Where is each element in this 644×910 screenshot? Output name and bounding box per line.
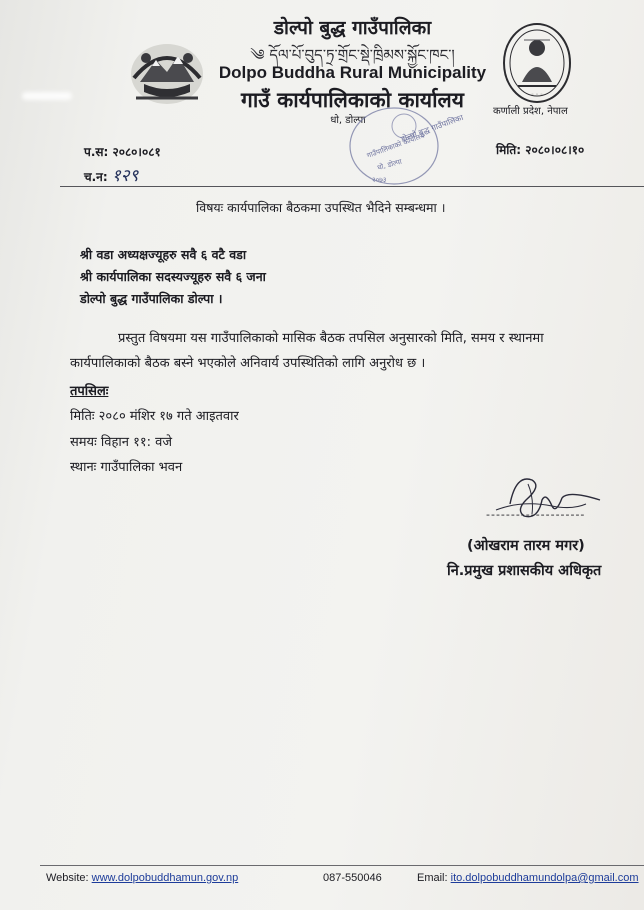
addressee-line: श्री कार्यपालिका सदस्यज्यूहरु सवै ६ जना <box>80 269 266 284</box>
stamp-text-line1: डोल्पो बुद्ध गाउँपालिका <box>399 112 465 144</box>
footer-phone: 087-550046 <box>323 872 382 884</box>
footer-email <box>417 872 639 884</box>
addressee-line: श्री वडा अध्यक्षज्यूहरु सवै ६ वटै वडा <box>80 247 247 262</box>
footer-divider <box>40 865 644 866</box>
website-label: Website: <box>46 872 89 884</box>
light-glare <box>22 92 72 100</box>
nepal-emblem-logo <box>126 38 208 110</box>
footer-website <box>46 872 238 884</box>
signatory-designation: नि.प्रमुख प्रशासकीय अधिकृत <box>447 563 602 579</box>
details-heading: तपसिलः <box>70 384 109 399</box>
municipality-name-english: Dolpo Buddha Rural Municipality <box>218 63 487 82</box>
stamp-text-line2: गाउँपालिकाको कार्यालय <box>365 131 426 160</box>
meeting-time: समयः विहान ११: वजे <box>70 435 172 450</box>
province-name: कर्णाली प्रदेश, नेपाल <box>493 106 568 117</box>
stamp-text-line3: धो, डोल्पा <box>376 157 403 172</box>
website-link[interactable]: www.dolpobuddhamun.gov.np <box>91 872 239 884</box>
municipality-name-tibetan: ༄ དོལ་པོ་བུད་ཏྲ་གྲོང་སྡེ་ཁྲིམས་སྐྱོང་ཁང་། <box>250 46 455 64</box>
reference-number: प.स: २०८०।०८१ <box>84 145 161 159</box>
letter-date: मिति: २०८०।०८।१० <box>496 143 585 157</box>
office-stamp <box>338 108 465 188</box>
header-divider <box>60 186 644 187</box>
municipality-name-nepali: डोल्पो बुद्ध गाउँपालिका <box>273 17 432 39</box>
meeting-place: स्थानः गाउँपालिका भवन <box>70 460 183 475</box>
email-link[interactable]: ito.dolpobuddhamundolpa@gmail.com <box>450 872 639 884</box>
handwritten-signature <box>482 470 602 530</box>
meeting-date: मितिः २०८० मंशिर १७ गते आइतवार <box>70 409 239 424</box>
addressee-line: डोल्पो बुद्ध गाउँपालिका डोल्पा । <box>80 291 223 306</box>
signature-line: -------------------- <box>486 508 586 521</box>
dispatch-number: १२९ <box>111 166 139 186</box>
office-name: गाउँ कार्यपालिकाको कार्यालय <box>241 88 464 112</box>
letter-subject: विषयः कार्यपालिका बैठकमा उपस्थित भैदिने सम्बन्धमा । <box>196 200 446 215</box>
svg-text:◦ ◦ ◦: ◦ ◦ ◦ <box>530 92 544 98</box>
dispatch-label: च.न: <box>84 170 108 184</box>
stamp-text-year: २०७३ <box>372 176 387 184</box>
office-location: धो, डोल्पा <box>330 115 366 126</box>
dispatch-number-row <box>84 163 138 186</box>
karnali-province-logo <box>502 22 572 104</box>
email-label: Email: <box>417 872 448 884</box>
signatory-name: (ओखराम तारम मगर) <box>467 538 585 554</box>
body-text-line: प्रस्तुत विषयमा यस गाउँपालिकाको मासिक बैठक तपसिल अनुसारको मिति, समय र स्थानमा <box>118 331 544 346</box>
body-text-line: कार्यपालिकाको बैठक बस्ने भएकोले अनिवार्य उपस्थितिको लागि अनुरोध छ । <box>70 356 426 371</box>
